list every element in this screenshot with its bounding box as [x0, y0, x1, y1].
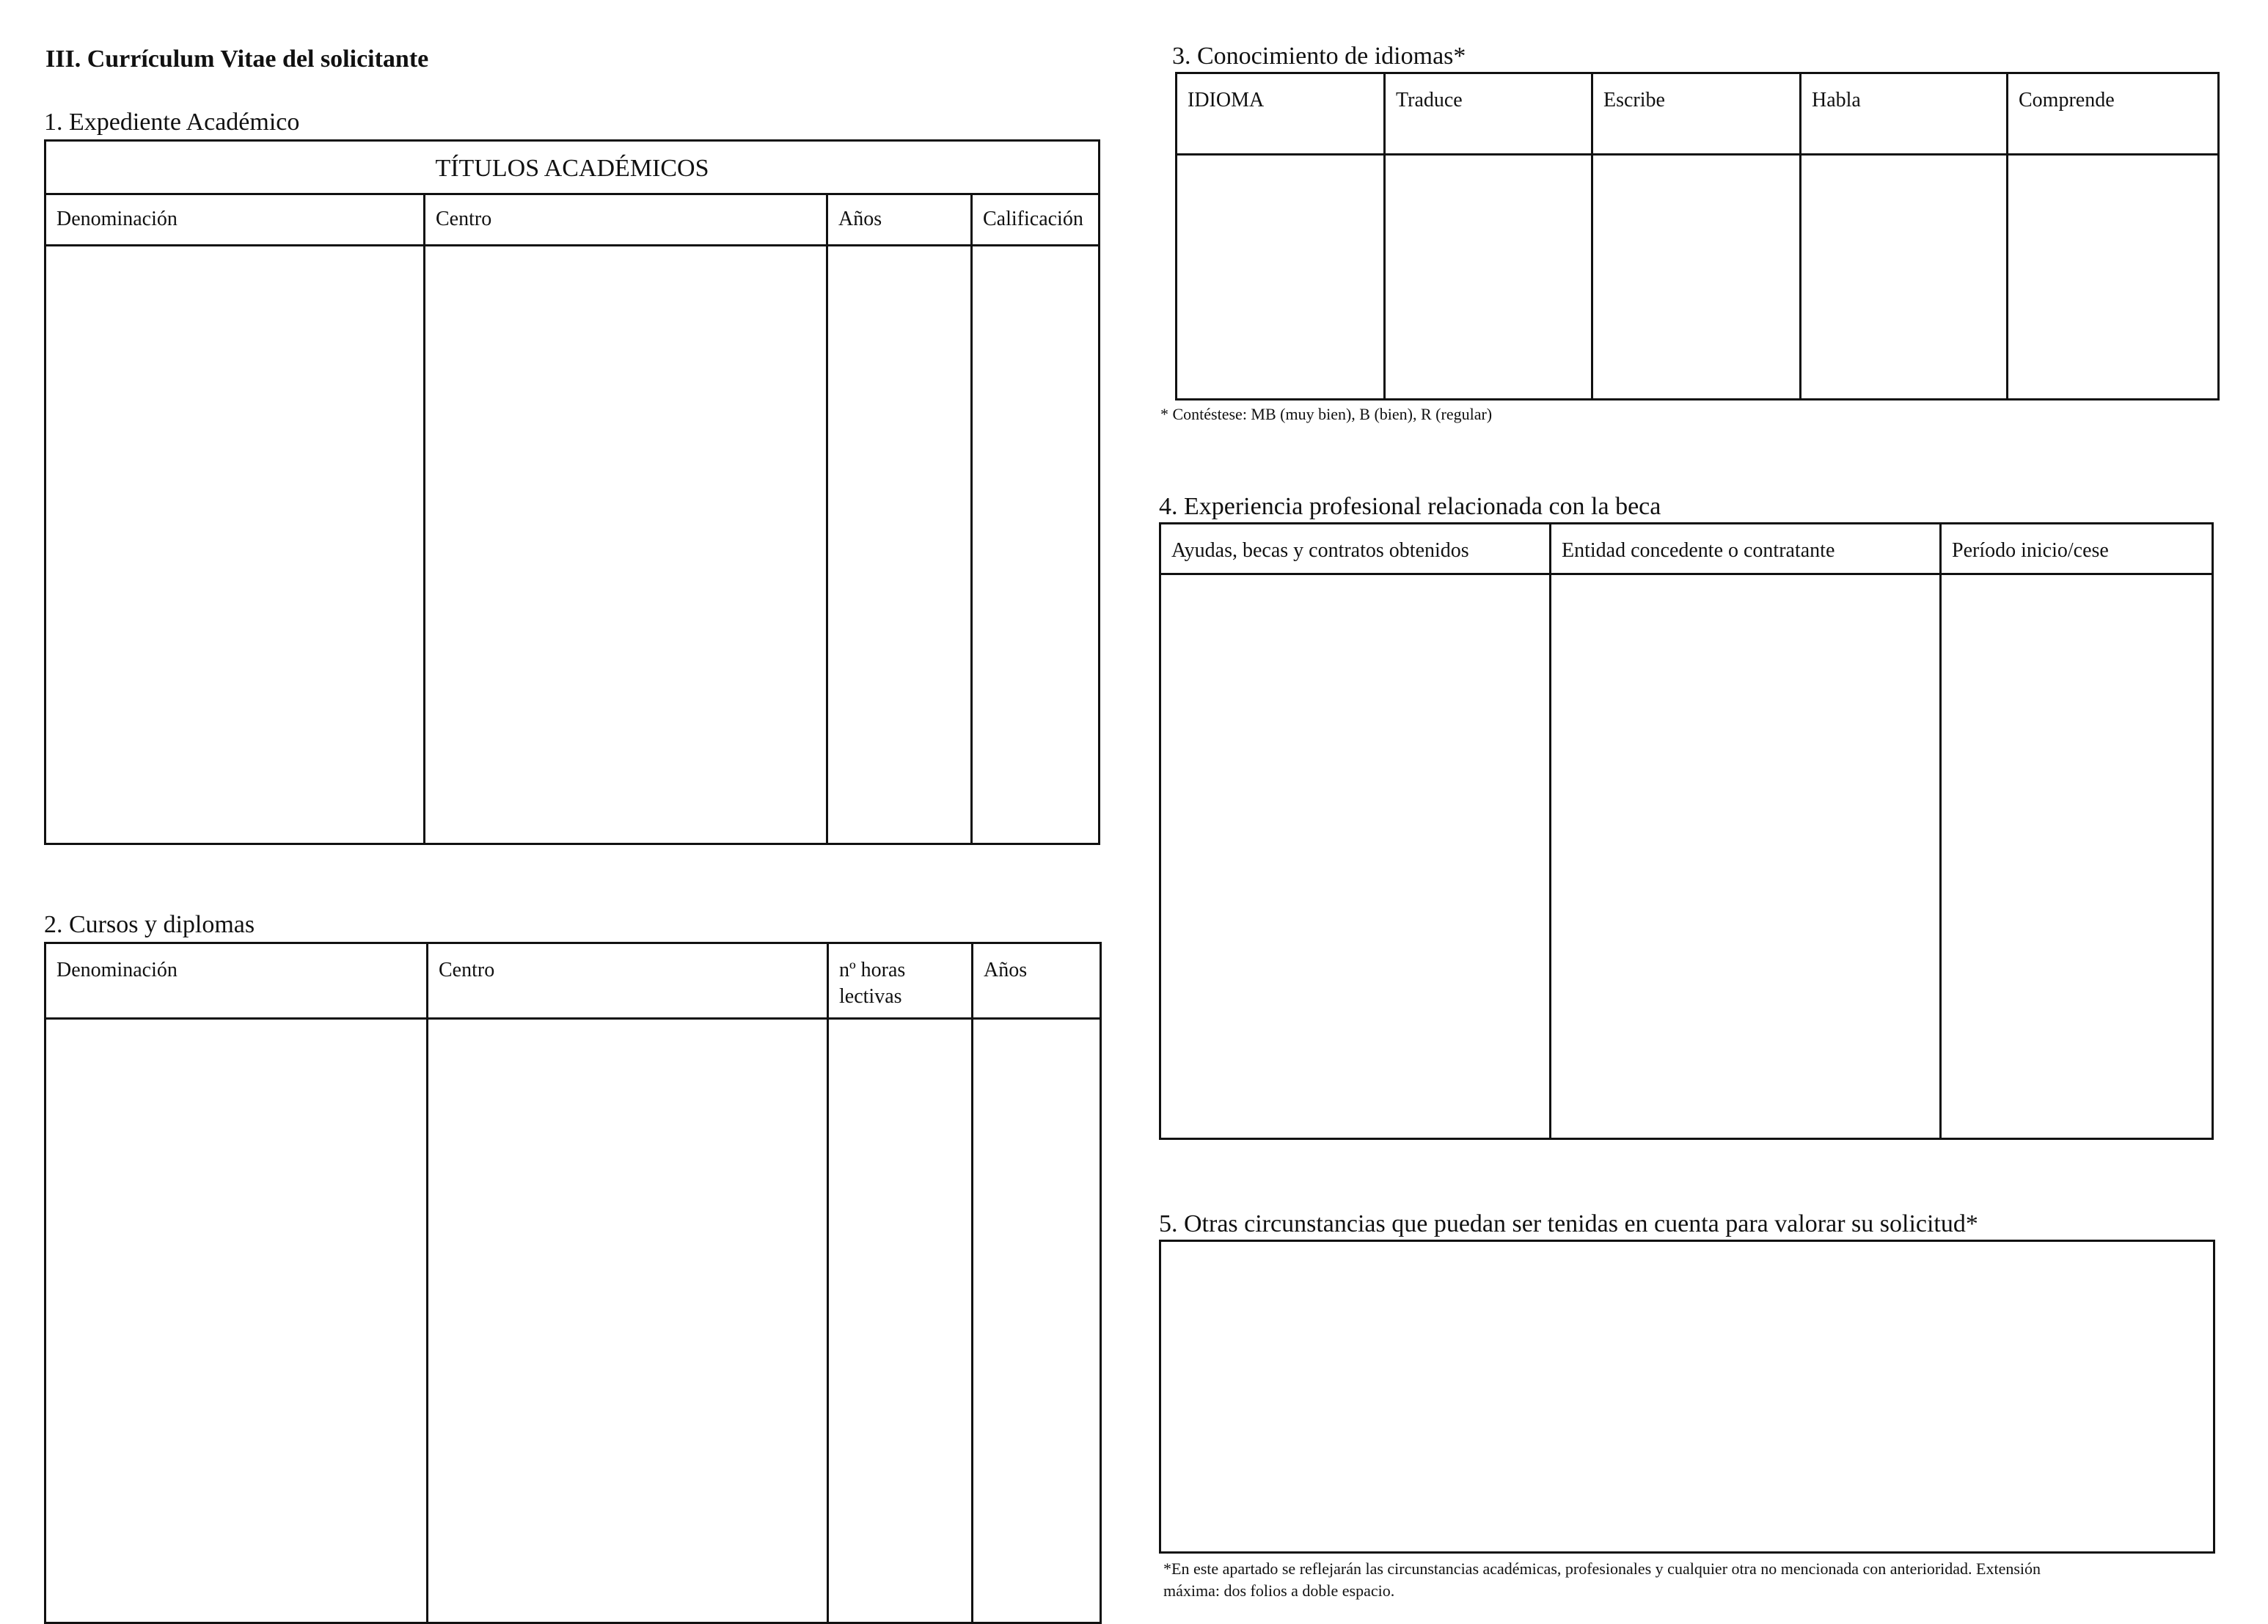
column-divider — [1591, 74, 1593, 398]
header-denominacion: Denominación — [56, 208, 178, 230]
header-traduce: Traduce — [1396, 89, 1463, 111]
table-divider — [46, 1017, 1100, 1020]
academic-titles-table — [44, 139, 1100, 845]
header-entidad: Entidad concedente o contratante — [1562, 539, 1835, 562]
section5-title: 5. Otras circunstancias que puedan ser tenidas en cuenta para valorar su solicitud* — [1159, 1210, 1978, 1237]
header-anos: Años — [984, 959, 1028, 981]
page-title: III. Currículum Vitae del solicitante — [45, 45, 429, 73]
header-ayudas-becas: Ayudas, becas y contratos obtenidos — [1171, 539, 1469, 562]
section2-title: 2. Cursos y diplomas — [44, 911, 255, 938]
courses-table — [44, 942, 1102, 1624]
column-divider — [1939, 524, 1942, 1138]
section1-title: 1. Expediente Académico — [44, 109, 300, 136]
header-anos: Años — [838, 208, 882, 230]
header-idioma: IDIOMA — [1188, 89, 1265, 111]
header-escribe: Escribe — [1603, 89, 1665, 111]
footnote-line-2: máxima: dos folios a doble espacio. — [1163, 1581, 1395, 1600]
header-centro: Centro — [436, 208, 492, 230]
experience-table — [1159, 522, 2214, 1140]
header-periodo: Período inicio/cese — [1952, 539, 2109, 562]
column-divider — [426, 944, 428, 1622]
column-divider — [827, 944, 829, 1622]
column-divider — [1549, 524, 1551, 1138]
other-circumstances-box — [1159, 1240, 2215, 1554]
column-divider — [826, 193, 828, 843]
header-horas-line2: lectivas — [839, 985, 902, 1008]
table-divider — [1177, 153, 2217, 156]
header-denominacion: Denominación — [56, 959, 178, 981]
column-divider — [970, 193, 973, 843]
header-calificacion: Calificación — [983, 208, 1083, 230]
academic-titles-banner: TÍTULOS ACADÉMICOS — [435, 155, 709, 182]
header-centro: Centro — [439, 959, 495, 981]
column-divider — [2006, 74, 2008, 398]
column-divider — [423, 193, 425, 843]
header-horas-lectivas — [829, 944, 971, 1010]
footnote-line-1: *En este apartado se reflejarán las circunstancias académicas, profesionales y cualquier otra no mencionada con anterioridad. Extensión — [1163, 1559, 2041, 1578]
column-divider — [1383, 74, 1386, 398]
column-divider — [971, 944, 973, 1622]
header-horas-line1: nº horas — [839, 959, 906, 981]
column-divider — [1799, 74, 1801, 398]
table-divider — [46, 244, 1098, 246]
section3-title: 3. Conocimiento de idiomas* — [1172, 43, 1466, 70]
header-comprende: Comprende — [2019, 89, 2115, 111]
section4-title: 4. Experiencia profesional relacionada con la beca — [1159, 493, 1661, 520]
languages-footnote: * Contéstese: MB (muy bien), B (bien), R (regular) — [1160, 405, 1493, 423]
header-habla: Habla — [1812, 89, 1861, 111]
table-divider — [1161, 573, 2212, 575]
languages-table — [1175, 72, 2220, 400]
other-circumstances-footnote — [1163, 1558, 2264, 1602]
